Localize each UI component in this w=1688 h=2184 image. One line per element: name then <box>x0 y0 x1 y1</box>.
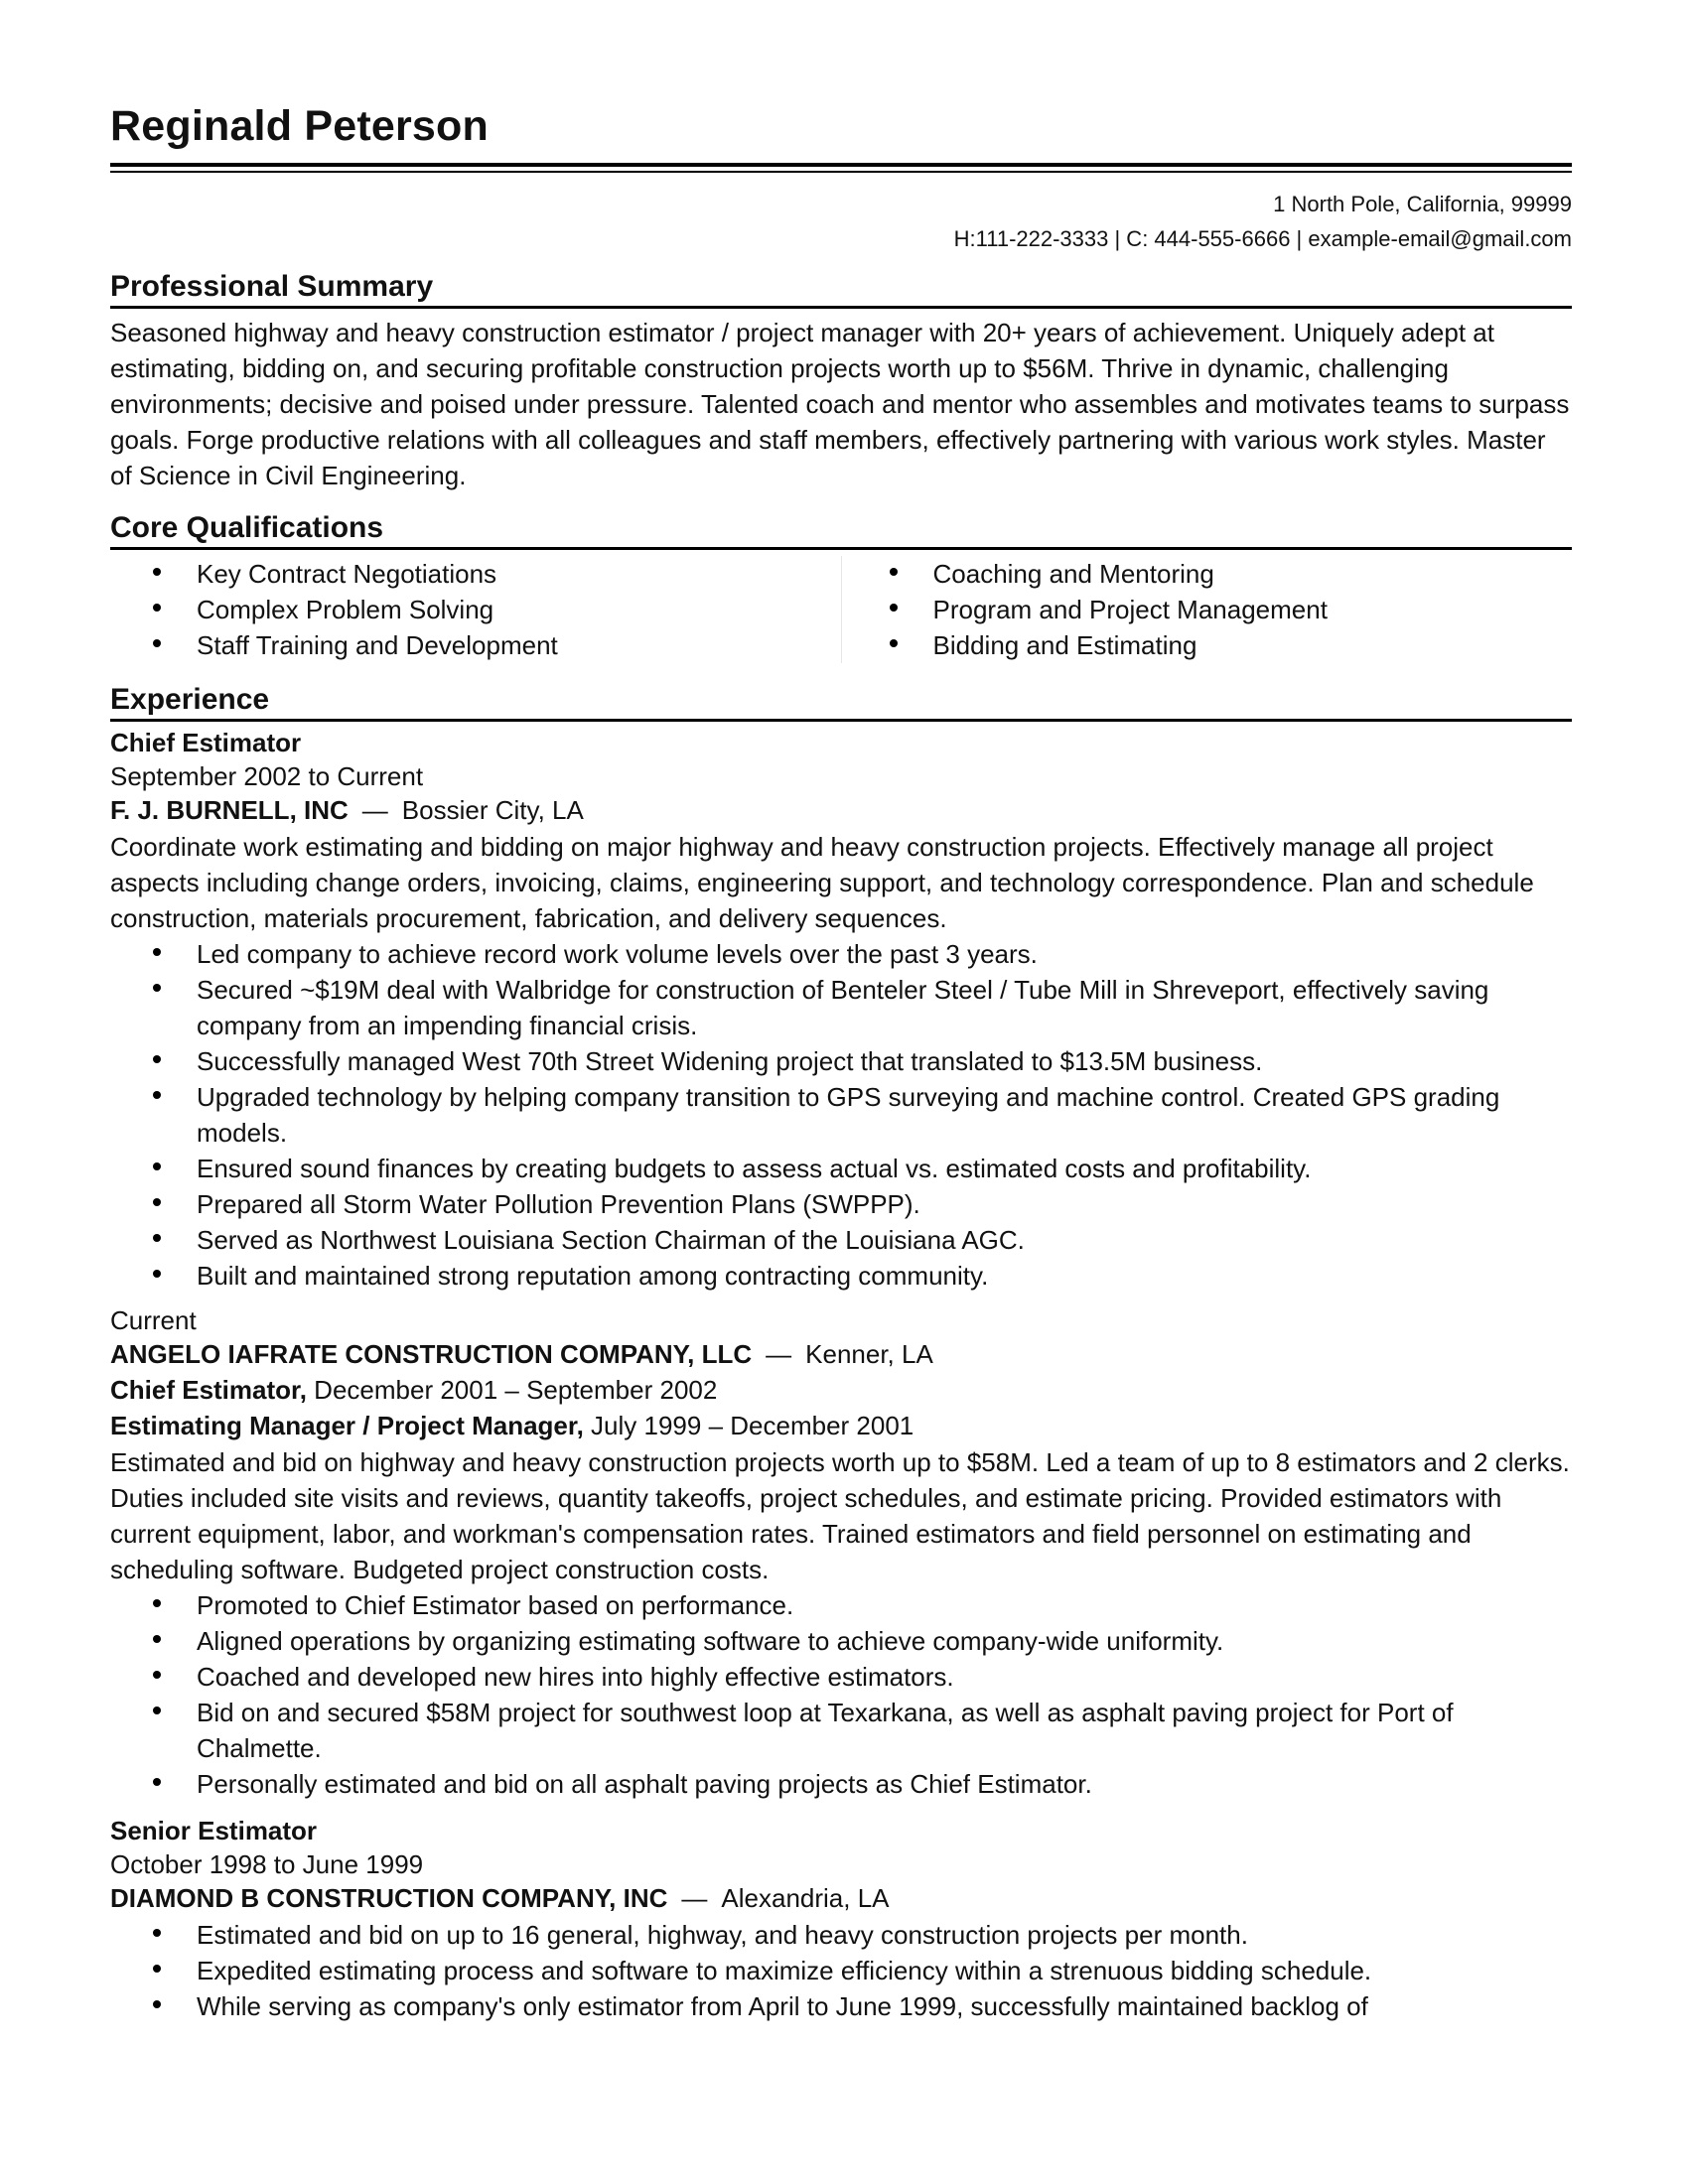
phones-email: H:111-222-3333 | C: 444-555-6666 | example-email@gmail.com <box>953 226 1572 251</box>
summary-rule <box>110 306 1572 309</box>
job-entry-diamond-b <box>110 1814 1572 2024</box>
job-company-line <box>110 793 1572 827</box>
job-dates: Current <box>110 1305 197 1335</box>
company-location: Alexandria, LA <box>721 1883 890 1913</box>
experience-rule <box>110 719 1572 722</box>
summary-title: Professional Summary <box>110 270 434 303</box>
job-bullet: Served as Northwest Louisiana Section Chairman of the Louisiana AGC. <box>110 1222 1572 1258</box>
qualifications-left-column <box>110 556 842 663</box>
address: 1 North Pole, California, 99999 <box>1273 192 1572 216</box>
qualification-item: Key Contract Negotiations <box>110 556 841 592</box>
job-title: Senior Estimator <box>110 1816 318 1845</box>
qualifications-grid <box>110 556 1572 663</box>
job-bullet: Successfully managed West 70th Street Widening project that translated to $13.5M business. <box>110 1043 1572 1079</box>
job-company-line <box>110 1881 1572 1915</box>
contact-block <box>110 187 1572 256</box>
job-bullet: Expedited estimating process and software to maximize efficiency within a strenuous bidding schedule. <box>110 1953 1572 1988</box>
qualification-item: Coaching and Mentoring <box>842 556 1573 592</box>
job-bullet: Promoted to Chief Estimator based on performance. <box>110 1587 1572 1623</box>
candidate-name: Reginald Peterson <box>110 102 489 150</box>
company-location: Bossier City, LA <box>401 795 584 825</box>
job-entry-burnell <box>110 726 1572 1294</box>
job-title: Chief Estimator <box>110 728 302 757</box>
job-bullets <box>110 1917 1572 2024</box>
separator-dash: — <box>681 1883 708 1913</box>
job-bullet: Aligned operations by organizing estimating software to achieve company-wide uniformity. <box>110 1623 1572 1659</box>
job-bullet: Estimated and bid on up to 16 general, highway, and heavy construction projects per month. <box>110 1917 1572 1953</box>
job-bullet: Ensured sound finances by creating budgets to assess actual vs. estimated costs and profitability. <box>110 1151 1572 1186</box>
job-bullets <box>110 1587 1572 1802</box>
separator-dash: — <box>361 795 388 825</box>
job-bullet: While serving as company's only estimator from April to June 1999, successfully maintained backlog of <box>110 1988 1572 2024</box>
job-description: Estimated and bid on highway and heavy construction projects worth up to $58M. Led a team of up to 8 estimators and 2 clerks. Duties included site visits and reviews, quantity takeoffs, project schedules, and estimate pricing. Provided estimators with current equipment, labor, and workman's compensation rates. Trained estimators and field personnel on estimating and scheduling software. Budgeted project construction costs. <box>110 1447 1570 1584</box>
summary-section <box>110 268 1572 493</box>
role-line <box>110 1373 1572 1407</box>
role-dates: July 1999 – December 2001 <box>591 1411 914 1440</box>
qualifications-rule <box>110 547 1572 550</box>
qualification-item: Staff Training and Development <box>110 627 841 663</box>
job-bullet: Bid on and secured $58M project for southwest loop at Texarkana, as well as asphalt paving project for Port of Chalmette. <box>110 1695 1572 1766</box>
company-location: Kenner, LA <box>805 1339 933 1369</box>
job-bullet: Prepared all Storm Water Pollution Prevention Plans (SWPPP). <box>110 1186 1572 1222</box>
qualifications-right-column <box>842 556 1573 663</box>
qualifications-section <box>110 509 1572 663</box>
job-company-line <box>110 1337 1572 1371</box>
resume-page <box>110 99 1572 2024</box>
role-title: Chief Estimator, <box>110 1375 307 1405</box>
job-bullet: Built and maintained strong reputation among contracting community. <box>110 1258 1572 1294</box>
experience-title: Experience <box>110 683 270 716</box>
separator-dash: — <box>766 1339 792 1369</box>
experience-section <box>110 681 1572 2024</box>
job-entry-iafrate <box>110 1303 1572 1802</box>
job-bullet: Upgraded technology by helping company transition to GPS surveying and machine control. Created GPS grading models. <box>110 1079 1572 1151</box>
qualification-item: Program and Project Management <box>842 592 1573 627</box>
summary-text: Seasoned highway and heavy construction estimator / project manager with 20+ years of achievement. Uniquely adept at estimating, bidding on, and securing profitable construction projects worth up to $56M. Thrive in dynamic, challenging environments; decisive and poised under pressure. Talented coach and mentor who assembles and motivates teams to surpass goals. Forge productive relations with all colleagues and staff members, effectively partnering with various work styles. Master of Science in Civil Engineering. <box>110 318 1570 490</box>
company-name: DIAMOND B CONSTRUCTION COMPANY, INC <box>110 1883 668 1913</box>
qualification-item: Bidding and Estimating <box>842 627 1573 663</box>
header-rule-thin <box>110 171 1572 173</box>
job-bullet: Personally estimated and bid on all asphalt paving projects as Chief Estimator. <box>110 1766 1572 1802</box>
job-bullet: Led company to achieve record work volume levels over the past 3 years. <box>110 936 1572 972</box>
job-bullets <box>110 936 1572 1294</box>
company-name: F. J. BURNELL, INC <box>110 795 349 825</box>
role-line <box>110 1409 1572 1442</box>
role-title: Estimating Manager / Project Manager, <box>110 1411 584 1440</box>
job-description: Coordinate work estimating and bidding on major highway and heavy construction projects. Effectively manage all project aspects including change orders, invoicing, claims, engineering support, and technology correspondence. Plan and schedule construction, materials procurement, fabrication, and delivery sequences. <box>110 832 1534 933</box>
job-bullet: Coached and developed new hires into highly effective estimators. <box>110 1659 1572 1695</box>
job-dates: October 1998 to June 1999 <box>110 1849 424 1879</box>
company-name: ANGELO IAFRATE CONSTRUCTION COMPANY, LLC <box>110 1339 753 1369</box>
job-bullet: Secured ~$19M deal with Walbridge for construction of Benteler Steel / Tube Mill in Shreveport, effectively saving company from an impending financial crisis. <box>110 972 1572 1043</box>
qualification-item: Complex Problem Solving <box>110 592 841 627</box>
qualifications-title: Core Qualifications <box>110 511 384 544</box>
job-dates: September 2002 to Current <box>110 761 424 791</box>
role-dates: December 2001 – September 2002 <box>314 1375 718 1405</box>
header-rule-thick <box>110 163 1572 167</box>
